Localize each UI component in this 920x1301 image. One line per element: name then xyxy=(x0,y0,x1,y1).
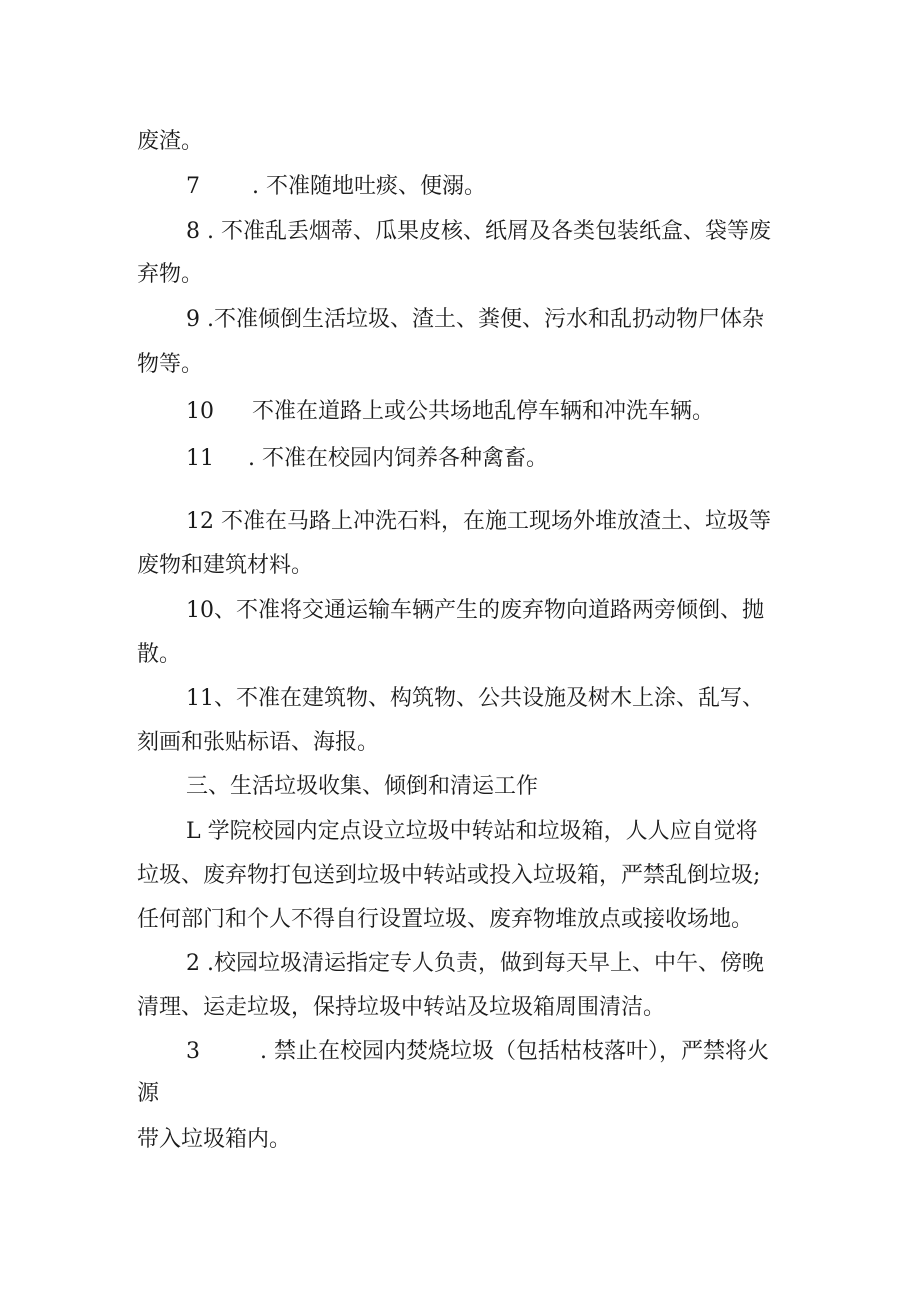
text-line: 源 xyxy=(137,1081,160,1106)
item-number: 11 xyxy=(186,446,214,471)
text-line: 刻画和张贴标语、海报。 xyxy=(137,730,380,755)
text-line: 清理、运走垃圾，保持垃圾中转站及垃圾箱周围清洁。 xyxy=(137,995,666,1020)
text-line: 废物和建筑材料。 xyxy=(137,553,314,578)
text-line: 物等。 xyxy=(137,352,204,377)
text-line: 11、不准在建筑物、构筑物、公共设施及树木上涂、乱写、 xyxy=(186,686,764,711)
item-number: 10 xyxy=(186,399,214,424)
text-line xyxy=(186,397,714,427)
text-line: 10、不准将交通运输车辆产生的废弃物向道路两旁倾倒、抛 xyxy=(186,598,764,623)
text-line: 带入垃圾箱内。 xyxy=(137,1127,292,1152)
text-line xyxy=(186,1037,769,1067)
item-number: 7 xyxy=(186,174,200,199)
text-line: 9 .不准倾倒生活垃圾、渣土、粪便、污水和乱扔动物尸体杂 xyxy=(186,307,764,332)
section-heading: 三、生活垃圾收集、倾倒和清运工作 xyxy=(186,774,539,799)
text-line: 任何部门和个人不得自行设置垃圾、废弃物堆放点或接收场地。 xyxy=(137,907,754,932)
text-line: L 学院校园内定点设立垃圾中转站和垃圾箱，人人应自觉将 xyxy=(186,819,758,844)
item-text: 不准在道路上或公共场地乱停车辆和冲洗车辆。 xyxy=(252,399,715,424)
text-line xyxy=(186,444,548,474)
item-text: . 不准随地吐痰、便溺。 xyxy=(252,174,486,199)
text-line: 弃物。 xyxy=(137,262,204,287)
text-line: 废渣。 xyxy=(137,129,204,154)
text-line: 散。 xyxy=(137,642,182,667)
text-line: 8 . 不准乱丢烟蒂、瓜果皮核、纸屑及各类包装纸盒、袋等废 xyxy=(186,219,771,244)
item-text: . 不准在校园内饲养各种禽畜。 xyxy=(248,446,548,471)
item-number: 3 xyxy=(186,1039,200,1064)
text-line: 12 不准在马路上冲洗石料，在施工现场外堆放渣土、垃圾等 xyxy=(186,509,771,534)
item-text: . 禁止在校园内焚烧垃圾（包括枯枝落叶），严禁将火 xyxy=(260,1039,769,1064)
text-line: 2 .校园垃圾清运指定专人负责，做到每天早上、中午、傍晚 xyxy=(186,951,764,976)
text-line: 垃圾、废弃物打包送到垃圾中转站或投入垃圾箱，严禁乱倒垃圾; xyxy=(137,863,761,888)
text-line xyxy=(186,172,486,202)
